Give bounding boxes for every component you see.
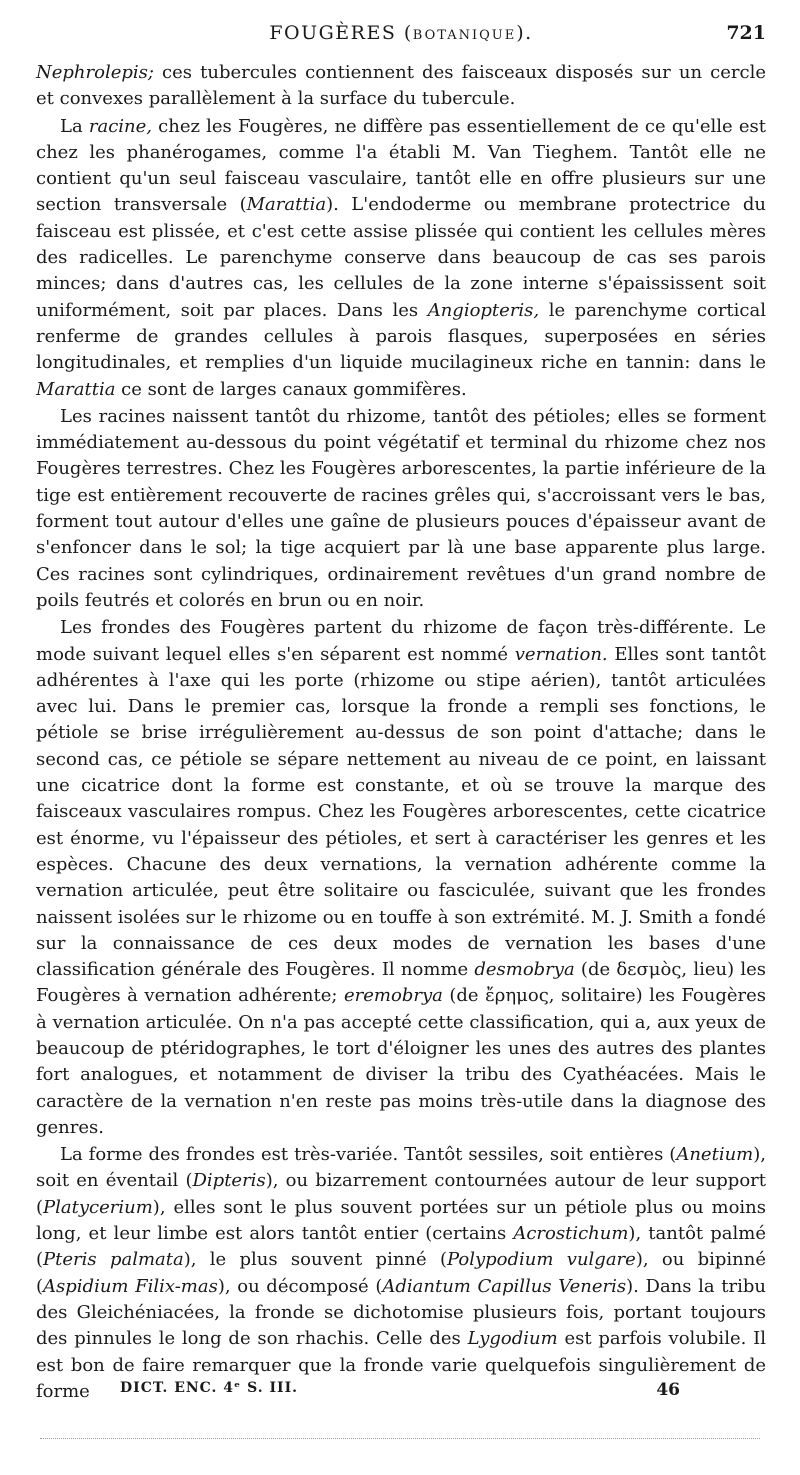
text-run: ). L'endoderme ou membrane protectrice du faisceau est plissée, et c'est cette assise plissée qui contient les cellules mères des radicelles. Le parenchyme conserve dans beaucoup de cas ses parois minces; dans d'autres cas, les cellules de la zone interne s'épaississent soit uniformément, soit par places. Dans les (36, 194, 766, 321)
running-head (36, 22, 766, 52)
italic-run: eremobrya (344, 985, 443, 1007)
text-run: ), soit en éventail ( (36, 1144, 766, 1192)
text-run: Les frondes des Fougères partent du rhizome de façon très-différente. Le mode suivant lequel elles s'en séparent est nommé (36, 617, 766, 665)
italic-run: Polypodium vulgare (447, 1249, 636, 1271)
italic-run: Pteris palmata (43, 1249, 184, 1271)
text-run: ), ou bizarrement contournées autour de leur support ( (36, 1170, 766, 1218)
text-run: (de ἔρημος, solitaire) les Fougères à vernation articulée. On n'a pas accepté cette classification, qui a, aux yeux de beaucoup de ptéridographes, le tort d'éloigner les unes des autres des plantes fort analogues, et notamment de diviser la tribu des Cyathéacées. Mais le caractère de la vernation n'en reste pas moins très-utile dans la diagnose des genres. (36, 985, 766, 1138)
text-run: La (60, 115, 89, 137)
italic-run: Dipteris (192, 1170, 266, 1192)
text-run: chez les Fougères, ne diffère pas essentiellement de ce qu'elle est chez les phanérogames, comme l'a établi M. Van Tieghem. Tantôt elle ne contient qu'un seul faisceau vasculaire, tantôt elle en offre plusieurs sur une section transversale ( (36, 115, 767, 216)
italic-run: Platycerium (43, 1196, 153, 1218)
title-subject: BOTANIQUE (412, 28, 517, 43)
italic-run: vernation. (514, 643, 608, 665)
italic-run: Anetium (676, 1144, 754, 1166)
italic-run: Acrostichum (513, 1223, 629, 1245)
italic-run: Lygodium (467, 1328, 558, 1350)
sheet-number: 46 (656, 1380, 680, 1400)
text-run: ), le plus souvent pinné ( (183, 1249, 448, 1271)
paragraph (36, 615, 766, 1141)
title-end: ). (516, 22, 533, 44)
italic-run: desmobrya (474, 959, 575, 981)
title-main: FOUGÈRES ( (269, 22, 413, 44)
text-run: ), ou bipinné ( (36, 1249, 767, 1297)
text-run: Les racines naissent tantôt du rhizome, tantôt des pétioles; elles se forment immédiatement au-dessous du point végétatif et terminal du rhizome chez nos Fougères terrestres. Chez les Fougères arborescentes, la partie inférieure de la tige est entièrement recouverte de racines grêles qui, s'accroissant vers le bas, forment tout autour d'elles une gaîne de plusieurs pouces d'épaisseur avant de s'enfoncer dans le sol; la tige acquiert par là une base apparente plus large. Ces racines sont cylindriques, ordinairement revêtues d'un grand nombre de poils feutrés et colorés en brun ou en noir. (36, 405, 766, 611)
text-run: ces tubercules contiennent des faisceaux disposés sur un cercle et convexes parallèlement à la surface du tubercule. (36, 62, 766, 110)
italic-run: Nephrolepis; (36, 62, 154, 83)
italic-run: Marattia (36, 378, 116, 400)
paragraph (36, 60, 766, 113)
text-run: ), ou décomposé ( (217, 1275, 383, 1297)
italic-run: Adiantum Capillus Veneris (382, 1275, 627, 1297)
italic-run: Marattia (246, 194, 327, 216)
page-number: 721 (726, 22, 766, 44)
body-text (36, 60, 766, 1405)
text-run: le parenchyme cortical renferme de grandes cellules à parois flasques, superposées en séries longitudinales, et remplies d'un liquide mucilagineux riche en tannin: dans le (36, 299, 766, 374)
italic-run: Aspidium Filix-mas (43, 1275, 218, 1297)
paragraph (36, 404, 766, 614)
text-run: Elles sont tantôt adhérentes à l'axe qui les porte (rhizome ou stipe aérien), tantôt articulées avec lui. Dans le premier cas, lorsque la fronde a rempli ses fonctions, le pétiole se brise irrégulièrement au-dessus de son point d'attache; dans le second cas, ce pétiole se sépare nettement au niveau de ce point, en laissant une cicatrice dont la forme est constante, et où se trouve la marque des faisceaux vasculaires rompus. Chez les Fougères arborescentes, cette cicatrice est énorme, vu l'épaisseur des pétioles, et sert à caractériser les genres et les espèces. Chacune des deux vernations, la vernation adhérente comme la vernation articulée, peut être solitaire ou fasciculée, suivant que les frondes naissent isolées sur le rhizome ou en touffe à son extrémité. M. J. Smith a fondé sur la connaissance de ces deux modes de vernation les bases d'une classification générale des Fougères. Il nomme (36, 643, 766, 981)
dotted-rule (40, 1438, 760, 1439)
text-run: (de δεσμὸς, lieu) les Fougères à vernation adhérente; (36, 959, 766, 1007)
paragraph (36, 114, 766, 403)
text-run: ), tantôt palmé ( (36, 1223, 767, 1271)
italic-run: racine, (88, 115, 152, 137)
running-head-title (36, 22, 766, 44)
sheet-signature: DICT. ENC. 4ᵉ S. III. (120, 1380, 299, 1396)
italic-run: Angiopteris, (427, 299, 540, 321)
text-run: ). Dans la tribu des Gleichéniacées, la fronde se dichotomise plusieurs fois, portant toujours des pinnules le long de son rhachis. Celle des (36, 1275, 766, 1350)
text-run: ce sont de larges canaux gommifères. (115, 378, 467, 400)
text-run: est parfois volubile. Il est bon de faire remarquer que la fronde varie quelquefois singulièrement de forme (36, 1328, 766, 1402)
text-run: ), elles sont le plus souvent portées sur un pétiole plus ou moins long, et leur limbe est alors tantôt entier (certains (36, 1196, 766, 1245)
page-footer (120, 1380, 680, 1406)
paragraph (36, 1142, 766, 1405)
text-run: La forme des frondes est très-variée. Tantôt sessiles, soit entières ( (60, 1144, 677, 1166)
